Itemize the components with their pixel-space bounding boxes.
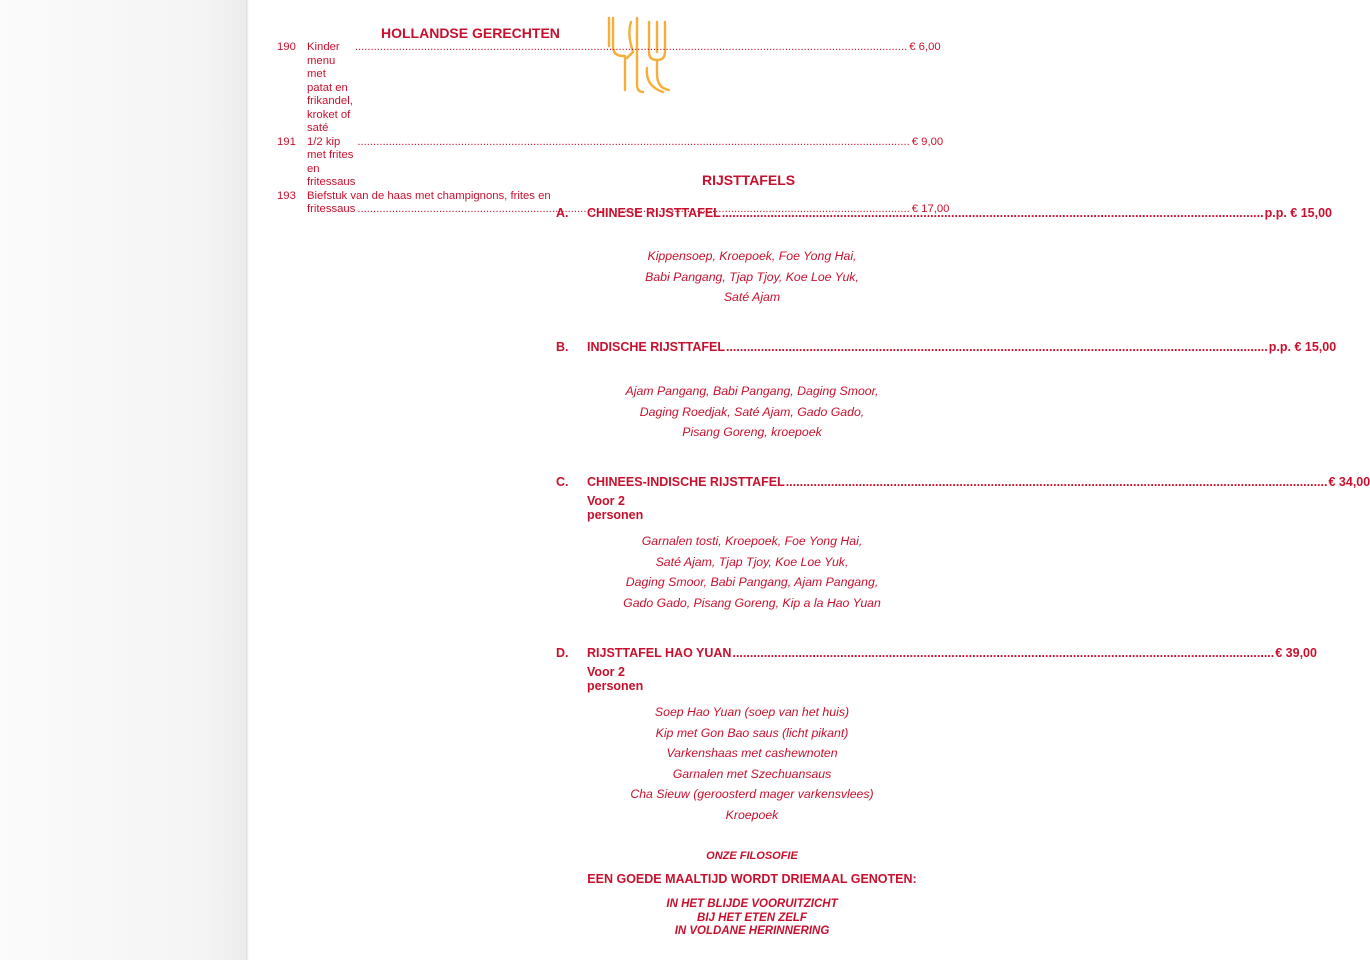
menu-price: € 34,00 [1328,475,1370,489]
philosophy-line: BIJ HET ETEN ZELF [697,911,807,924]
rijsttafel-c-dishes [577,531,927,613]
rijsttafel-c-persons: Voor 2 personen [587,494,644,522]
philosophy-lines [567,898,937,939]
dish-line: Cha Sieuw (geroosterd mager varkensvlees) [630,787,874,801]
dish-line: Daging Smoor, Babi Pangang, Ajam Pangang, [625,575,879,589]
philosophy-line: IN HET BLIJDE VOORUITZICHT [666,898,838,910]
rijsttafel-c-header [556,475,1370,490]
dish-name: 1/2 kip met frites en fritessaus [307,135,356,188]
dish-price: € 9,00 [911,135,944,148]
menu-letter: D. [556,646,569,660]
rijsttafel-b-dishes [577,381,927,443]
dish-number: 193 [277,189,296,202]
dish-line: Babi Pangang, Tjap Tjoy, Koe Loe Yuk, [645,269,859,284]
rijsttafel-a-dishes [577,246,927,308]
list-item [277,41,941,136]
dish-line: Ajam Pangang, Babi Pangang, Daging Smoor, [625,384,879,398]
leader-dots [726,341,1268,355]
dish-line: Varkenshaas met cashewnoten [666,746,838,760]
philosophy-headline: EEN GOEDE MAALTIJD WORDT DRIEMAAL GENOTEN: [587,872,917,886]
leader-dots [357,136,909,150]
dish-line: Kip met Gon Bao saus (licht pikant) [655,725,849,740]
leader-dots [722,207,1264,221]
rijsttafel-a-header [556,206,1332,221]
hollandse-title: HOLLANDSE GERECHTEN [381,25,560,41]
philosophy-title: ONZE FILOSOFIE [706,850,798,862]
dish-line: Kroepoek [725,807,779,822]
dish-line: Daging Roedjak, Saté Ajam, Gado Gado, [639,404,865,419]
dish-name: Biefstuk van de haas met champignons, frites en [307,189,551,202]
dish-price: € 6,00 [909,41,941,53]
rijsttafel-d-header [556,646,1317,661]
hollandse-list [277,41,1370,937]
rijsttafels-title: RIJSTTAFELS [702,172,796,188]
dish-price: € 17,00 [911,203,950,215]
menu-letter: C. [556,475,569,489]
rijsttafel-d-dishes [577,702,927,825]
menu-name: INDISCHE RIJSTTAFEL [587,340,725,354]
menu-price: p.p. € 15,00 [1264,206,1332,220]
dish-line: Saté Ajam, Tjap Tjoy, Koe Loe Yuk, [655,554,849,569]
dish-line: Kippensoep, Kroepoek, Foe Yong Hai, [647,249,857,263]
dish-line: Soep Hao Yuan (soep van het huis) [654,705,850,719]
menu-price: € 39,00 [1275,646,1317,660]
dish-name: Kinder menu met patat en frikandel, kroket of saté [307,41,353,134]
dish-name-continued: fritessaus [307,203,356,215]
menu-name: RIJSTTAFEL HAO YUAN [587,646,732,660]
menu-name: CHINEES-INDISCHE RIJSTTAFEL [587,475,785,489]
dish-line: Garnalen met Szechuansaus [672,766,832,781]
rijsttafel-d-persons: Voor 2 personen [587,665,644,693]
dish-line: Pisang Goreng, kroepoek [682,425,822,439]
menu-letter: A. [556,206,569,220]
left-page-blank [0,0,246,960]
dish-line: Gado Gado, Pisang Goreng, Kip a la Hao Yuan [623,595,881,610]
dish-line: Garnalen tosti, Kroepoek, Foe Yong Hai, [641,534,863,548]
menu-name: CHINESE RIJSTTAFEL [587,206,721,220]
leader-dots [732,647,1274,661]
dish-number: 190 [277,41,296,53]
philosophy-line: IN VOLDANE HERINNERING [674,925,830,937]
leader-dots [786,476,1328,490]
menu-price: p.p. € 15,00 [1268,340,1337,354]
menu-letter: B. [556,340,569,354]
rijsttafel-b-header [556,340,1337,355]
dish-line: Saté Ajam [723,290,781,304]
leader-dots [355,41,907,55]
dish-number: 191 [277,135,296,148]
